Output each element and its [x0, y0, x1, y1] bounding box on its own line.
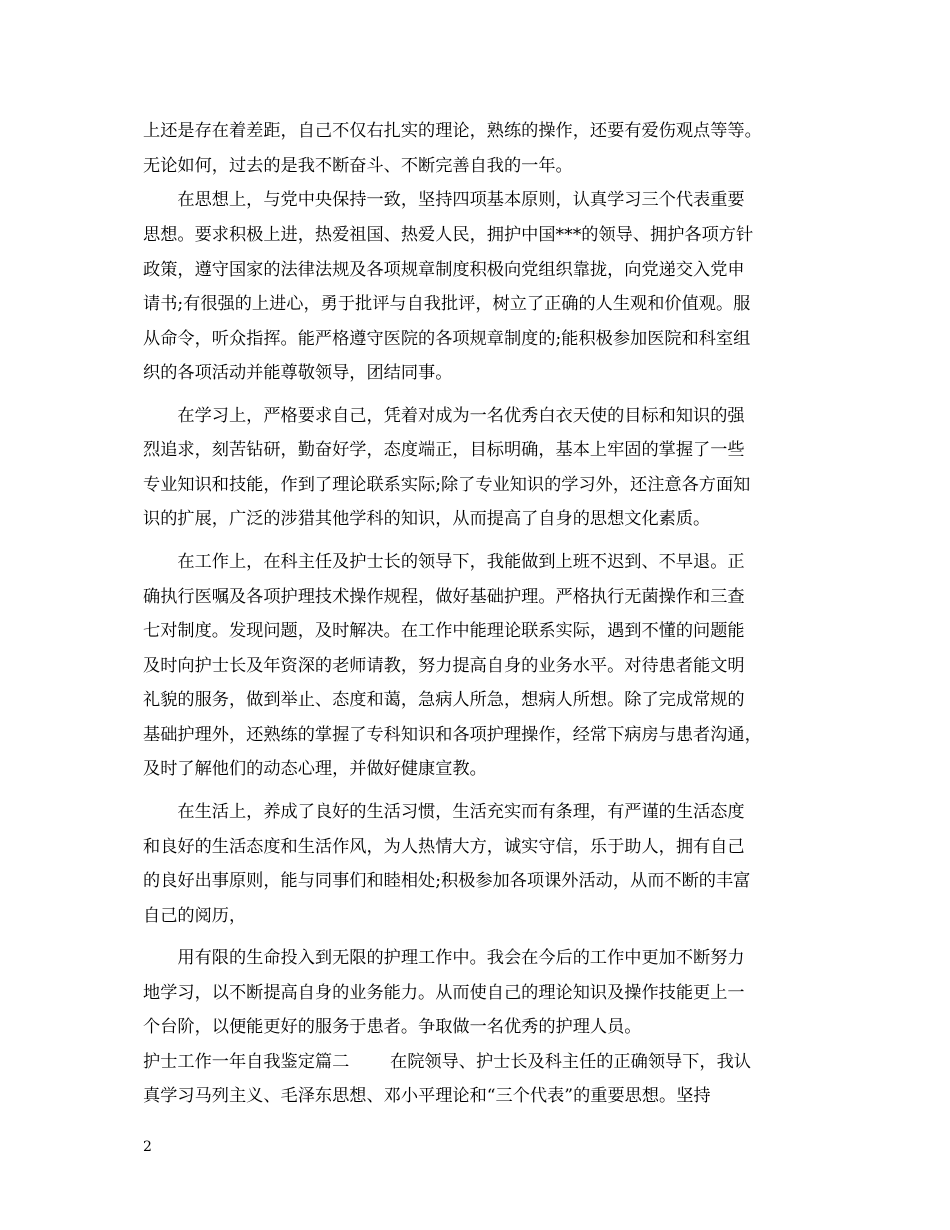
section-line — [143, 1050, 823, 1074]
body-line: 烈追求，刻苦钻研，勤奋好学，态度端正，目标明确，基本上牢固的掌握了一些 — [143, 440, 745, 460]
body-line: 无论如何，过去的是我不断奋斗、不断完善自我的一年。 — [143, 156, 573, 176]
body-line: 自己的阅历， — [143, 906, 247, 926]
body-line: 从命令，听众指挥。能严格遵守医院的各项规章制度的;能积极参加医院和科室组 — [143, 329, 751, 349]
body-line: 专业知识和技能，作到了理论联系实际;除了专业知识的学习外，还注意各方面知 — [143, 475, 751, 495]
section-heading: 护士工作一年自我鉴定篇二 — [143, 1052, 350, 1072]
body-line: 确执行医嘱及各项护理技术操作规程，做好基础护理。严格执行无菌操作和三查 — [143, 587, 745, 607]
body-line: 在学习上，严格要求自己，凭着对成为一名优秀白衣天使的目标和知识的强 — [143, 406, 745, 426]
body-line: 织的各项活动并能尊敬领导，团结同事。 — [143, 363, 453, 383]
body-line: 及时了解他们的动态心理，并做好健康宣教。 — [143, 759, 487, 779]
body-line: 识的扩展，广泛的涉猎其他学科的知识，从而提高了自身的思想文化素质。 — [143, 509, 711, 529]
body-line: 七对制度。发现问题，及时解决。在工作中能理论联系实际，遇到不懂的问题能 — [143, 621, 745, 641]
body-line: 礼貌的服务，做到举止、态度和蔼，急病人所急，想病人所想。除了完成常规的 — [143, 690, 745, 710]
body-line: 真学习马列主义、毛泽东思想、邓小平理论和“三个代表”的重要思想。坚持 — [143, 1086, 711, 1106]
body-line: 及时向护士长及年资深的老师请教，努力提高自身的业务水平。对待患者能文明 — [143, 656, 745, 676]
body-line: 在工作上，在科主任及护士长的领导下，我能做到上班不迟到、不早退。正 — [143, 552, 745, 572]
body-line: 上还是存在着差距，自己不仅右扎实的理论，熟练的操作，还要有爱伤观点等等。 — [143, 121, 762, 141]
body-line: 的良好出事原则，能与同事们和睦相处;积极参加各项课外活动，从而不断的丰富 — [143, 871, 751, 891]
body-line: 地学习，以不断提高自身的业务能力。从而使自己的理论知识及操作技能更上一 — [143, 983, 745, 1003]
section-first-line: 在院领导、护士长及科主任的正确领导下，我认 — [390, 1052, 751, 1072]
body-line: 用有限的生命投入到无限的护理工作中。我会在今后的工作中更加不断努力 — [143, 948, 745, 968]
body-line: 基础护理外，还熟练的掌握了专科知识和各项护理操作，经常下病房与患者沟通， — [143, 725, 762, 745]
body-line: 和良好的生活态度和生活作风，为人热情大方，诚实守信，乐于助人，拥有自己 — [143, 837, 745, 857]
body-line: 个台阶，以便能更好的服务于患者。争取做一名优秀的护理人员。 — [143, 1017, 642, 1037]
body-line: 在思想上，与党中央保持一致，坚持四项基本原则，认真学习三个代表重要 — [143, 190, 745, 210]
body-line: 在生活上，养成了良好的生活习惯，生活充实而有条理，有严谨的生活态度 — [143, 802, 745, 822]
body-line: 思想。要求积极上进，热爱祖国、热爱人民，拥护中国***的领导、拥护各项方针 — [143, 225, 754, 245]
body-line: 请书;有很强的上进心，勇于批评与自我批评，树立了正确的人生观和价值观。服 — [143, 294, 751, 314]
page-number: 2 — [143, 1139, 152, 1155]
body-line: 政策，遵守国家的法律法规及各项规章制度积极向党组织靠拢，向党递交入党申 — [143, 260, 745, 280]
